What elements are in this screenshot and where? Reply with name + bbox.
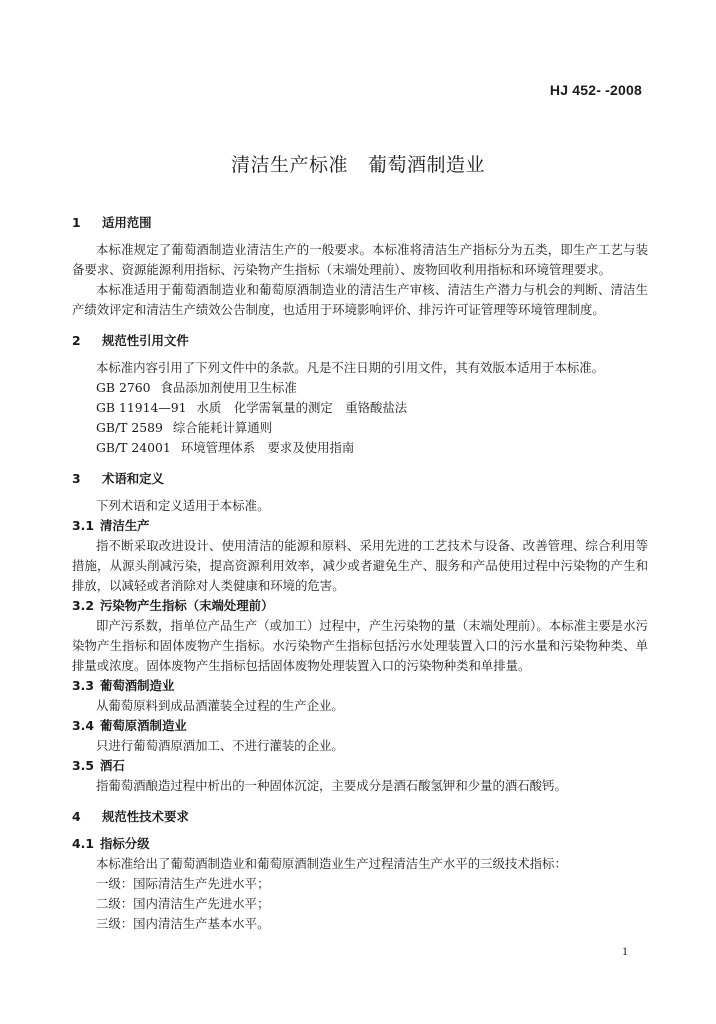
clause-4-1-heading: 4.1 指标分级: [72, 836, 150, 851]
document-title: [0, 150, 716, 177]
reference-item: GB/T 2589 综合能耗计算通则: [96, 420, 273, 435]
term-3-5-definition: 指葡萄酒酿造过程中析出的一种固体沉淀，主要成分是酒石酸氢钾和少量的酒石酸钙。: [96, 778, 567, 793]
term-3-3-definition: 从葡萄原料到成品酒灌装全过程的生产企业。: [96, 698, 344, 713]
section-4-heading: 4 规范性技术要求: [72, 809, 189, 824]
term-3-5-heading: 3.5 酒石: [72, 758, 125, 773]
term-3-3-heading: 3.3 葡萄酒制造业: [72, 678, 175, 693]
section-2-heading: 2 规范性引用文件: [72, 333, 189, 348]
page-number: 1: [622, 944, 628, 958]
term-3-4-heading: 3.4 葡萄原酒制造业: [72, 718, 187, 733]
reference-item: GB 2760 食品添加剂使用卫生标准: [96, 380, 297, 395]
reference-item: GB 11914—91 水质 化学需氧量的测定 重铬酸盐法: [96, 400, 408, 415]
term-3-2-definition: 即产污系数，指单位产品生产（或加工）过程中，产生污染物的量（末端处理前）。本标准主要是水污染物产生指标和固体废物产生指标。水污染物产生指标包括污水处理装置入口的污水量和污染物种类、单排量或浓度。固体废物产生指标包括固体废物处理装置入口的污染物种类和单排量。: [72, 618, 648, 673]
title-part-2: 葡萄酒制造业: [368, 154, 486, 176]
document-number: HJ 452- -2008: [549, 82, 642, 98]
section-3-intro: 下列术语和定义适用于本标准。: [96, 498, 270, 513]
title-part-1: 清洁生产标准: [230, 154, 348, 176]
clause-4-1-text: 本标准给出了葡萄酒制造业和葡萄原酒制造业生产过程清洁生产水平的三级技术指标：: [96, 856, 567, 871]
reference-item: GB/T 24001 环境管理体系 要求及使用指南: [96, 440, 355, 455]
term-3-1-definition: 指不断采取改进设计、使用清洁的能源和原料、采用先进的工艺技术与设备、改善管理、综合利用等措施，从源头削减污染，提高资源利用效率，减少或者避免生产、服务和产品使用过程中污染物的产生和排放，以减轻或者消除对人类健康和环境的危害。: [72, 538, 648, 593]
term-3-1-heading: 3.1 清洁生产: [72, 518, 150, 533]
level-item: 一级：国际清洁生产先进水平；: [96, 876, 270, 891]
term-3-4-definition: 只进行葡萄酒原酒加工、不进行灌装的企业。: [96, 738, 344, 753]
section-1-paragraph-1: 本标准规定了葡萄酒制造业清洁生产的一般要求。本标准将清洁生产指标分为五类，即生产工艺与装备要求、资源能源利用指标、污染物产生指标（末端处理前）、废物回收利用指标和环境管理要求。: [72, 242, 648, 277]
section-3-heading: 3 术语和定义: [72, 471, 164, 486]
term-3-2-heading: 3.2 污染物产生指标（末端处理前）: [72, 598, 274, 613]
section-1-paragraph-2: 本标准适用于葡萄酒制造业和葡萄原酒制造业的清洁生产审核、清洁生产潜力与机会的判断、清洁生产绩效评定和清洁生产绩效公告制度，也适用于环境影响评价、排污许可证管理等环境管理制度。: [72, 282, 648, 317]
document-body: [72, 213, 648, 934]
level-item: 三级：国内清洁生产基本水平。: [96, 916, 270, 931]
section-2-paragraph-1: 本标准内容引用了下列文件中的条款。凡是不注日期的引用文件，其有效版本适用于本标准。: [96, 360, 605, 375]
level-item: 二级：国内清洁生产先进水平；: [96, 896, 270, 911]
section-1-heading: 1 适用范围: [72, 215, 152, 230]
